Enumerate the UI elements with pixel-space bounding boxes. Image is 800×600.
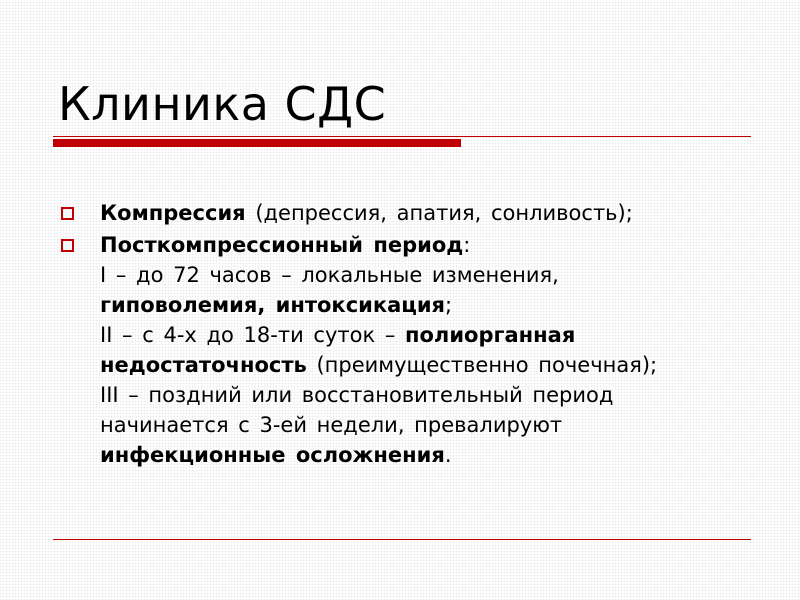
footer-divider — [53, 539, 751, 540]
title-underline-thin — [53, 136, 751, 137]
bold-text: инфекционные осложнения — [100, 443, 445, 467]
text-run: ; — [445, 293, 453, 317]
bold-text: недостаточность — [100, 353, 307, 377]
bullet-line — [100, 260, 760, 290]
bullet-line — [100, 290, 760, 320]
text-run: (депрессия, апатия, сонливость); — [245, 201, 633, 225]
text-run: (преимущественно почечная); — [306, 353, 658, 377]
bullet-line — [100, 198, 760, 228]
bold-text: гиповолемия, интоксикация — [100, 293, 446, 317]
bullet-line — [100, 230, 760, 260]
bullet-item — [60, 230, 760, 470]
bullet-line — [100, 410, 760, 440]
text-run: III – поздний или восстановительный период — [100, 383, 614, 407]
bullet-item — [60, 198, 760, 228]
text-run: начинается с 3-ей недели, превалируют — [100, 413, 563, 437]
hollow-square-icon — [61, 207, 74, 220]
bullet-line — [100, 380, 760, 410]
text-run: II – с 4-х до 18-ти суток – — [100, 323, 405, 347]
text-run: . — [444, 443, 452, 467]
bold-text: полиорганная — [405, 323, 576, 347]
bold-text: Посткомпрессионный период — [100, 233, 464, 257]
bullet-line — [100, 350, 760, 380]
hollow-square-icon — [61, 239, 74, 252]
text-run: I – до 72 часов – локальные изменения, — [100, 263, 559, 287]
bullet-line — [100, 320, 760, 350]
text-run: : — [463, 233, 471, 257]
bullet-line — [100, 440, 760, 470]
bullet-list — [60, 198, 760, 472]
bold-text: Компрессия — [100, 201, 246, 225]
title-underline-thick — [53, 139, 461, 147]
slide-title: Клиника СДС — [58, 77, 387, 131]
